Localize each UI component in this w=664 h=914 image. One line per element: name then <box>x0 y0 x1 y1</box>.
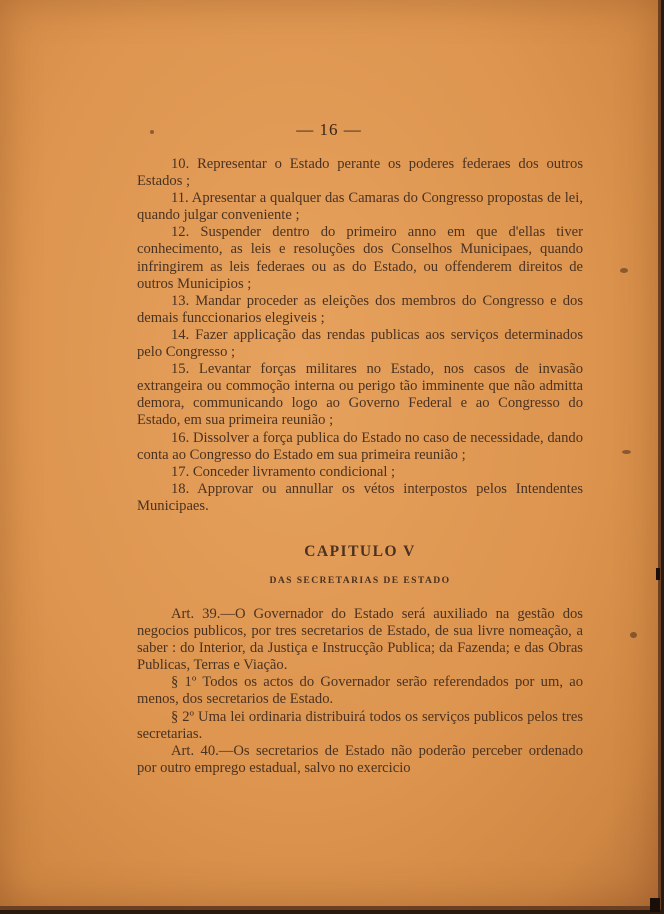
list-item-14: 14. Fazer applicação das rendas publicas aos serviços determinados pelo Congresso ; <box>137 326 583 361</box>
article-39-paragraph-1: § 1º Todos os actos do Governador serão referendados por um, ao menos, dos secretarios de Estado. <box>137 674 583 708</box>
list-item-17: 17. Conceder livramento condicional ; <box>171 463 396 480</box>
list-item-10: 10. Representar o Estado perante os poderes federaes dos outros Estados ; <box>137 156 583 190</box>
page-edge <box>656 568 660 580</box>
list-item-13: 13. Mandar proceder as eleições dos membros do Congresso e dos demais funccionarios elegiveis ; <box>137 292 583 326</box>
article-40: Art. 40.—Os secretarios de Estado não poderão perceber ordenado por outro emprego estadual, salvo no exercicio <box>137 742 583 776</box>
list-item-18: 18. Approvar ou annullar os vétos interpostos pelos Intendentes Municipaes. <box>137 480 583 514</box>
article-39: Art. 39.—O Governador do Estado será auxiliado na gestão dos negocios publicos, por tres secretarios de Estado, de sua livre nomeação, a saber : do Interior, da Justiça e Instrucção Publica; da Fazenda; e das Obras Publicas, Terras e Viação. <box>137 605 583 674</box>
page-body <box>137 156 583 777</box>
list-item-11: 11. Apresentar a qualquer das Camaras do Congresso propostas de lei, quando julgar conveniente ; <box>137 190 583 224</box>
list-item-16: 16. Dissolver a força publica do Estado no caso de necessidade, dando conta ao Congresso do Estado em sua primeira reunião ; <box>137 429 583 463</box>
section-title: DAS SECRETARIAS DE ESTADO <box>269 574 451 586</box>
article-39-paragraph-2: § 2º Uma lei ordinaria distribuirá todos os serviços publicos pelos tres secretarias. <box>137 708 583 742</box>
ink-smudge <box>620 268 628 273</box>
list-item-12: 12. Suspender dentro do primeiro anno em que d'ellas tiver conhecimento, as leis e resoluções dos Conselhos Municipaes, quando infringirem as leis federaes ou as do Estado, ou offenderem direitos de outros Municipios ; <box>137 224 583 292</box>
spacer <box>137 586 583 606</box>
page-number: — 16 — <box>296 120 362 139</box>
list-item-15: 15. Levantar forças militares no Estado, nos casos de invasão extrangeira ou commoção interna ou perigo tão imminente que não admitta demora, communicando logo ao Governo Federal e ao Congresso do Estado, em sua primeira reunião ; <box>137 361 583 429</box>
ink-smudge <box>622 450 631 454</box>
chapter-title: CAPITULO V <box>304 542 416 560</box>
page-edge <box>650 898 660 912</box>
ink-smudge <box>630 632 637 638</box>
